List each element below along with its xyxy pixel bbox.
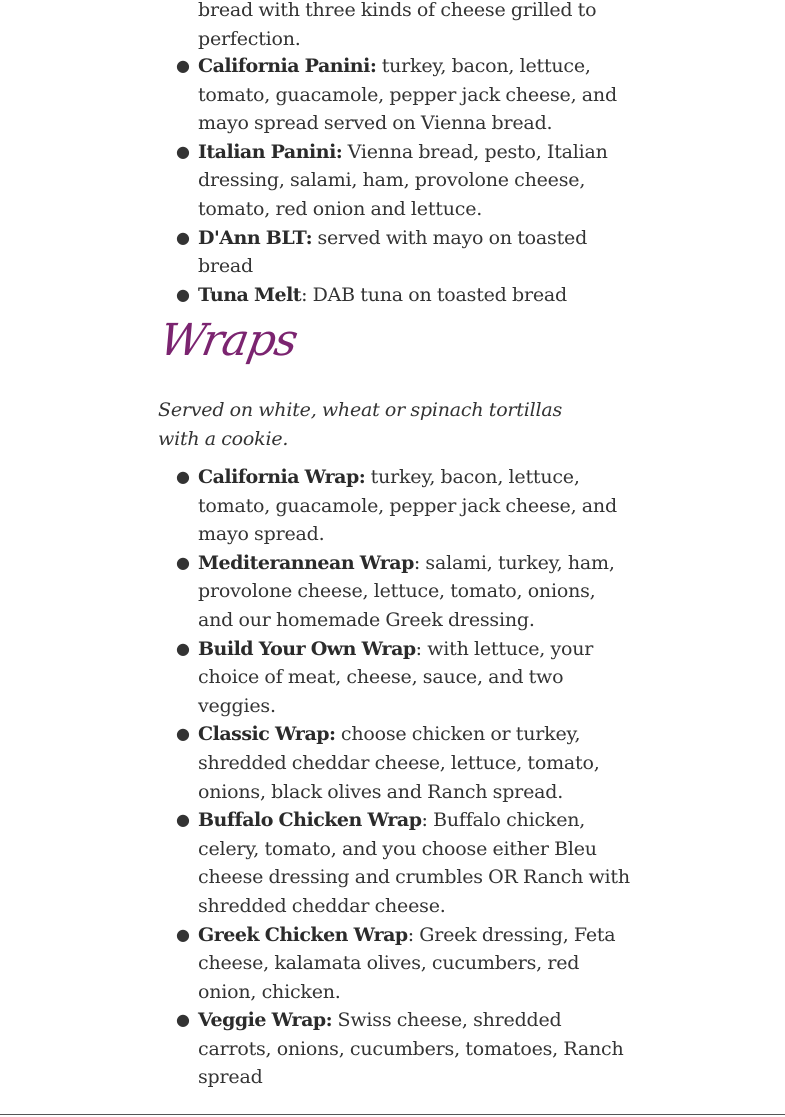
bullet-icon: ● [176, 552, 190, 572]
section-title-wraps: Wraps [155, 315, 302, 366]
bullet-icon: ● [176, 56, 190, 75]
item-name: California Wrap: [198, 466, 366, 488]
item-name: Veggie Wrap: [198, 1009, 333, 1032]
list-item [176, 921, 630, 1007]
bullet-icon: ● [176, 724, 190, 744]
list-item [176, 224, 630, 281]
item-description: choose chicken or turkey, shredded cheddar cheese, lettuce, tomato, onions, black olives and Ranch spread. [198, 723, 600, 803]
bottom-divider [0, 1114, 785, 1115]
item-name: D'Ann BLT: [198, 226, 313, 249]
bullet-icon: ● [176, 227, 190, 247]
bullet-icon: ● [176, 141, 190, 161]
item-description: turkey, bacon, lettuce, tomato, guacamole, pepper jack cheese, and mayo spread. [198, 466, 617, 546]
item-description: : Greek dressing, Feta cheese, kalamata olives, cucumbers, red onion, chicken. [198, 923, 616, 1003]
bullet-icon: ● [176, 1010, 190, 1030]
item-description: : DAB tuna on toasted bread [301, 283, 567, 306]
item-name: California Panini: [198, 55, 377, 77]
continued-item-text: bread with three kinds of cheese grilled to perfection. [198, 0, 597, 50]
item-description: turkey, bacon, lettuce, tomato, guacamole, pepper jack cheese, and mayo spread served on Vienna bread. [198, 55, 617, 135]
list-item [176, 1006, 630, 1092]
item-name: Build Your Own Wrap [198, 637, 416, 660]
bullet-icon: ● [176, 467, 190, 486]
item-description: served with mayo on toasted bread [198, 226, 588, 278]
item-description: Vienna bread, pesto, Italian dressing, salami, ham, provolone cheese, tomato, red onion and lettuce. [198, 140, 608, 220]
bullet-icon: ● [176, 924, 190, 944]
wrap-list [176, 463, 630, 1092]
list-item [176, 549, 630, 635]
item-description: : with lettuce, your choice of meat, cheese, sauce, and two veggies. [198, 637, 594, 717]
item-description: : salami, turkey, ham, provolone cheese, lettuce, tomato, onions, and our homemade Greek dressing. [198, 551, 615, 631]
list-item [176, 720, 630, 806]
list-item [176, 52, 630, 138]
item-name: Classic Wrap: [198, 723, 336, 746]
item-description: : Buffalo chicken, celery, tomato, and you choose either Bleu cheese dressing and crumbles OR Ranch with shredded cheddar cheese. [198, 809, 630, 917]
section-intro: Served on white, wheat or spinach tortillas with a cookie. [158, 399, 563, 450]
bullet-icon: ● [176, 284, 190, 304]
item-name: Greek Chicken Wrap [198, 923, 408, 946]
item-name: Buffalo Chicken Wrap [198, 809, 422, 832]
item-name: Mediterannean Wrap [198, 551, 414, 574]
list-item [176, 138, 630, 224]
item-name: Tuna Melt [198, 283, 302, 306]
list-item [176, 806, 630, 920]
item-name: Italian Panini: [198, 140, 343, 163]
sandwich-list [176, 52, 630, 309]
list-item [176, 635, 630, 721]
bullet-icon: ● [176, 638, 190, 658]
item-description: Swiss cheese, shredded carrots, onions, cucumbers, tomatoes, Ranch spread [198, 1009, 624, 1089]
bullet-icon: ● [176, 810, 190, 830]
list-item [176, 463, 630, 549]
